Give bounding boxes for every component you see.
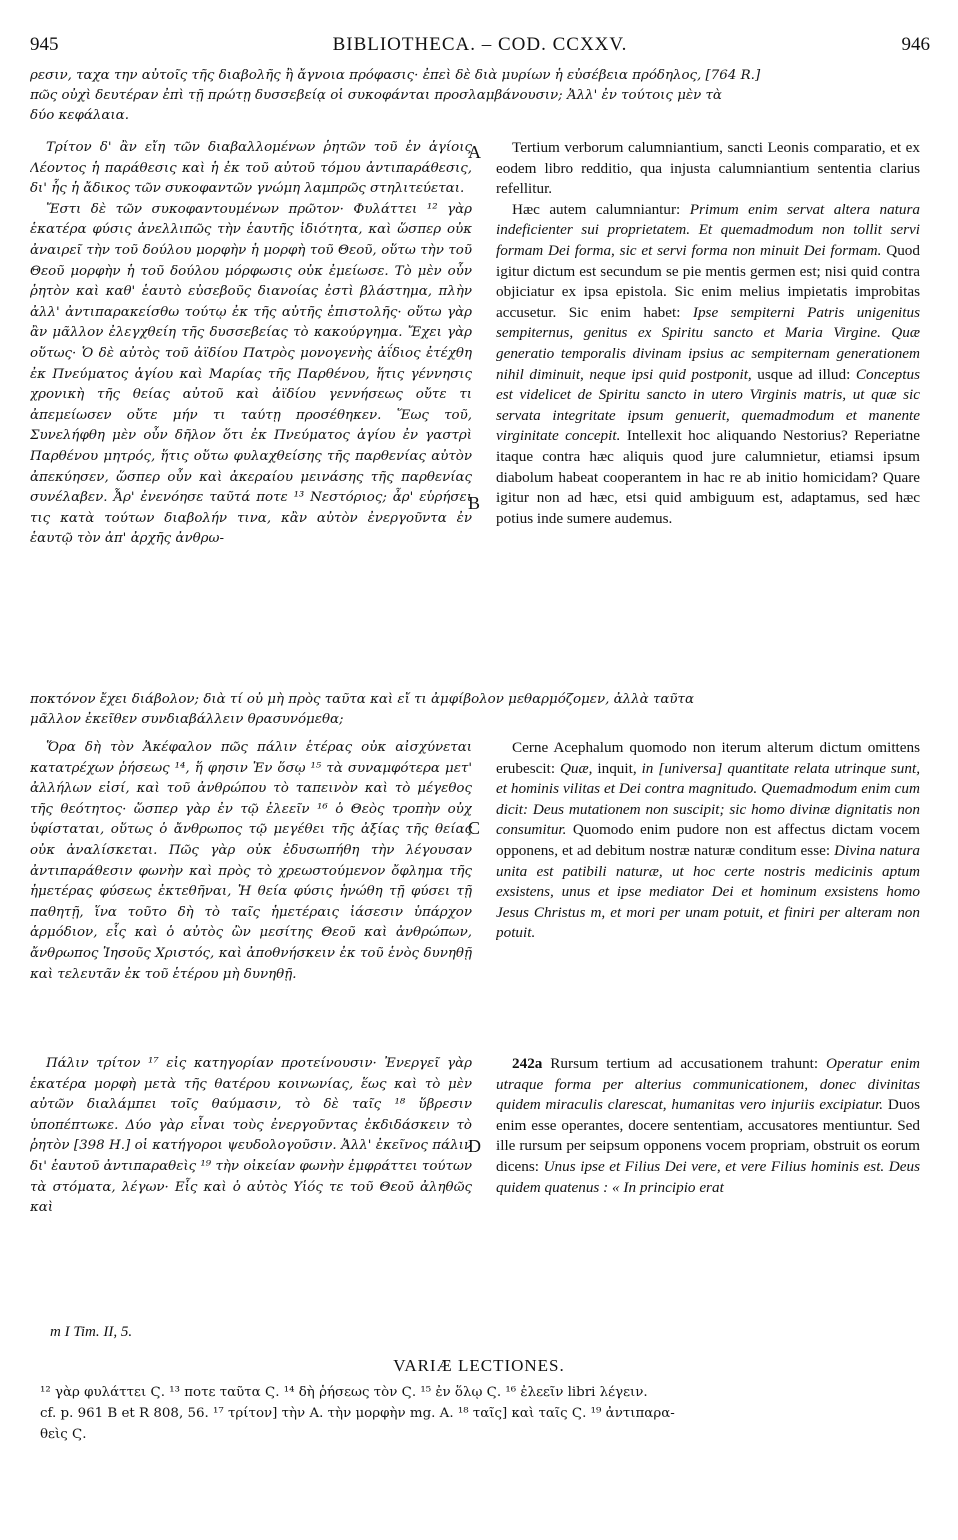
- latin-quote: Quæ,: [559, 759, 593, 777]
- latin-text: Rursum tertium ad accusationem trahunt:: [542, 1055, 827, 1072]
- greek-column-section-a: [30, 138, 472, 683]
- page-number-right: 946: [901, 34, 930, 55]
- latin-column-section-c: [496, 738, 920, 1018]
- latin-text: inquit,: [592, 759, 642, 777]
- greek-full-width-line-2: μᾶλλον ἐκεῖθεν συνδιαβάλλειν θρασυνόμεθα;: [30, 712, 344, 727]
- latin-text: Duos enim esse operantes, docere sententiam, accusatores mentiuntur. Sed ille rursum per seipsum opponens vocem propriam, obstruit os eorum dicens:: [496, 1096, 920, 1175]
- page-number-left: 945: [30, 34, 59, 55]
- greek-paragraph: Πάλιν τρίτον ¹⁷ εἰς κατηγορίαν προτείνουσιν· Ἐνεργεῖ γὰρ ἑκατέρα μορφὴ μετὰ τῆς θατέρου κοινωνίας, ἕως καὶ τὸ μὲν αὐτῶν διαλάμπει τοῖς θαύμασιν, τὸ δὲ ταῖς ¹⁸ ὕβρεσιν ὑποπέπτωκε. Δύο γὰρ εἶναι τοὺς ἐνεργοῦντας ἐκδιδάσκειν τὸ ῥητὸν [398 H.] οἱ κατήγοροι ψευδολογοῦσιν. Ἀλλ' ἐκεῖνος πάλιν δι' ἑαυτοῦ ἀντιπαραθεὶς ¹⁹ τὴν οἰκείαν φωνὴν ἐμφράττει τούτων τὰ στόματα, λέγων· Εἷς καὶ ὁ αὐτὸς Υἱός τε τοῦ Θεοῦ ἀληθῶς καὶ: [30, 1056, 472, 1216]
- latin-quote: Unus ipse et Filius Dei vere, et vere Filius hominis est. Deus quidem quatenus : « In principio erat: [496, 1157, 920, 1196]
- latin-paragraph: [496, 738, 920, 944]
- latin-text: Cerne Acephalum quomodo non iterum alterum dictum omittens erubescit:: [496, 739, 920, 777]
- variae-lectiones-body: [30, 1382, 925, 1445]
- latin-quote: Primum enim servat altera natura indeficienter sui proprietatem. Et quemadmodum non tollit servi formam Dei forma, sic et servi forma non minuit Dei formam.: [496, 200, 920, 259]
- section-marker-d: D: [468, 1136, 481, 1156]
- section-marker-a: A: [468, 142, 481, 162]
- scripture-footnote: m I Tim. II, 5.: [50, 1324, 133, 1340]
- latin-text: usque ad illud:: [751, 365, 856, 383]
- top-line-3: δύο κεφάλαια.: [30, 108, 129, 123]
- variant-line: ¹² γὰρ φυλάττει Ϛ. ¹³ ποτε ταῦτα Ϛ. ¹⁴ δὴ ῥήσεως τὸν Ϛ. ¹⁵ ἐν ὅλῳ Ϛ. ¹⁶ ἐλεεῖν libri λέγειν.: [40, 1385, 648, 1400]
- latin-text: Intellexit hoc aliquando Nestorius? Reperiatne itaque contra hæc aliquis quod jure calumnietur, etiamsi ipsum diabolum habeat cooperantem in hac re ab initio homicidam? Quare igitur non ad hæc, etsi quid ambiguum est, adaptamus, sed hæc potius inde sumere audemus.: [496, 427, 920, 527]
- latin-paragraph: Tertium verborum calumniantium, sancti Leonis comparatio, et ex eodem libro redditio, qua injusta calumniantium sententia clarius refellitur.: [496, 139, 920, 198]
- latin-text: Quomodo enim pudore non est affectus dictam vocem opponens, et ad debitum nostræ naturæ conditum esse:: [496, 821, 920, 859]
- section-marker-c: C: [468, 818, 481, 838]
- latin-column-section-a: [496, 138, 920, 683]
- latin-paragraph: [496, 1054, 920, 1198]
- variant-line: cf. p. 961 B et R 808, 56. ¹⁷ τρίτον] τὴν Α. τὴν μορφὴν mg. Α. ¹⁸ ταῖς] καὶ ταῖς Ϛ. ¹⁹ ἀντιπαρα-: [40, 1406, 675, 1421]
- latin-quote: in [universa] quantitate relata utrinque sunt, et hominis vilitas et Dei contra magnitudo. Quemadmodum enim cum dicit: Deus mutationem non suscipit; sic homo divinæ dignitatis non consumitur.: [496, 759, 920, 839]
- section-marker-b: B: [468, 493, 481, 513]
- latin-quote: Ipse sempiterni Patris unigenitus sempiternus, genitus ex Spiritu sancto et Maria Virgine. Quæ generatio temporalis divinam ipsius ac sempiternam generationem nihil diminuit, neque ipsi quid postponit,: [496, 303, 920, 383]
- greek-paragraph: Τρίτον δ' ἂν εἴη τῶν διαβαλλομένων ῥητῶν τοῦ ἐν ἁγίοις Λέοντος ἡ παράθεσις καὶ ἡ ἐκ τοῦ αὐτοῦ τόμου ἀντιπαράθεσις, δι' ἧς ἡ ἄδικος τῶν συκοφαντῶν γνώμη λαμπρῶς στηλιτεύεται.: [30, 140, 472, 197]
- latin-text: Hæc autem calumniantur:: [512, 200, 690, 218]
- latin-quote: Conceptus est videlicet de Spiritu sancto in utero Virginis matris, ut quæ sic servata integritate ipsum genuerit, quemadmodum et manente virginitate concepit.: [496, 365, 920, 445]
- top-line-2: πῶς οὐχὶ δευτέραν ἐπὶ τῇ πρώτῃ δυσσεβείᾳ οἱ συκοφάνται προσλαμβάνουσιν; Ἀλλ' ἐν τούτοις μὲν τὰ: [30, 88, 722, 103]
- running-title: BIBLIOTHECA. – COD. CCXXV.: [332, 34, 628, 55]
- top-line-1: ρεσιν, ταχα την αὐτοῖς τῆς διαβολῆς ἢ ἄγνοια πρόφασις· ἐπεὶ δὲ διὰ μυρίων ἡ εὐσέβεια πρόδηλος, [764 R.]: [30, 68, 761, 83]
- variae-lectiones-title: VARIÆ LECTIONES.: [393, 1356, 565, 1375]
- latin-column-section-d: [496, 1054, 920, 1312]
- page-header: [30, 34, 930, 60]
- greek-paragraph: Ὅρα δὴ τὸν Ἀκέφαλον πῶς πάλιν ἑτέρας οὐκ αἰσχύνεται κατατρέχων ῥήσεως ¹⁴, ἥ φησιν Ἐν ὅσῳ ¹⁵ τὰ συναμφότερα μετ' ἀλλήλων εἰσί, καὶ τοῦ ἀνθρώπου τὸ ταπεινὸν καὶ τὸ μέγεθος τῆς θεότητος· ὥσπερ γὰρ ἐν τῷ ἐλεεῖν ¹⁶ ὁ Θεὸς τροπὴν οὐχ ὑφίσταται, οὕτως ὁ ἄνθρωπος τῷ μεγέθει τῆς ἀξίας τῆς θείας οὐκ ἀναλίσκεται. Πῶς γὰρ οὐκ ἐδυσωπήθη τὴν λέγουσαν ἀντιπαράθεσιν φωνὴν καὶ πρὸς τὸ χρεωστούμενον ὄφλημα τῆς ἡμετέρας φύσεως ἐκτεθῆναι, Ἡ θεία φύσις ἡνώθη τῇ φύσει τῇ παθητῇ, ἵνα τοῦτο δὴ τὸ ταῖς ἡμετέραις ἰάσεσιν ὑπάρχον ἁρμόδιον, εἷς καὶ ὁ αὐτὸς ὢν μεσίτης Θεοῦ καὶ ἀνθρώπων, ἄνθρωπος Ἰησοῦς Χριστός, καὶ ἀποθνήσκειν ἐκ τοῦ ἑνὸς δυνηθῇ καὶ τελευτᾶν ἐκ τοῦ ἑτέρου μὴ δυνηθῇ.: [30, 740, 472, 982]
- latin-paragraph: [496, 200, 920, 530]
- variant-line: θεὶς Ϛ.: [40, 1427, 87, 1442]
- greek-full-width-line-1: ποκτόνον ἔχει διάβολον; διὰ τί οὐ μὴ πρὸς ταῦτα καὶ εἴ τι ἀμφίβολον μεθαρμόζομεν, ἀλλὰ ταῦτα: [30, 692, 694, 707]
- greek-column-section-d: [30, 1054, 472, 1312]
- greek-paragraph: Ἔστι δὲ τῶν συκοφαντουμένων πρῶτον· Φυλάττει ¹² γὰρ ἑκατέρα φύσις ἀνελλιπῶς τὴν ἑαυτῆς ἰδιότητα, καὶ ὥσπερ οὐκ ἀναιρεῖ τὴν τοῦ δούλου μορφὴν ἡ μορφὴ τοῦ Θεοῦ, οὕτω τὴν τοῦ Θεοῦ μορφὴν ἡ τοῦ δούλου μόρφωσις οὐκ ἐμείωσε. Τὸ μὲν οὖν ῥητὸν καὶ καθ' ἑαυτὸ εὐσεβοῦς διανοίας ἐστὶ βλάστημα, πλὴν ἀλλ' ἀντιπαρακείσθω τούτῳ ἐκ τῆς αὐτῆς ἐπιστολῆς· οὕτω γὰρ ἂν μᾶλλον ἐλεγχθείη τῆς δυσσεβείας τὸ κακούργημα. Ἔχει γὰρ οὕτως· Ὁ δὲ αὐτὸς τοῦ ἀϊδίου Πατρὸς μονογενὴς ἀΐδιος ἐτέχθη ἐκ Πνεύματος ἁγίου καὶ Μαρίας τῆς Παρθένου, ἥτις γέννησις χρονικὴ τῆς θείας αὐτοῦ καὶ ἀϊδίου γεννήσεως οὔτε τι ἀπεμείωσεν οὔτε μήν τι ταύτῃ προσέθηκεν. Ἕως τοῦ, Συνελήφθη μὲν οὖν δῆλον ὅτι ἐκ Πνεύματος ἁγίου ἐν γαστρὶ Παρθένου μητρός, ἥτις οὕτω φυλαχθείσης τῆς παρθενίας αὐτὸν ἀπεκύησεν, ὥσπερ οὖν καὶ ἀκεραίου μεινάσης τῆς παρθενίας συνέλαβεν. Ἆρ' ἐνενόησε ταῦτά ποτε ¹³ Νεστόριος; ἆρ' εὑρήσει τις κατὰ τούτων διαβολήν τινα, κἂν αὐτὸν ἐνεργοῦντα ἐν ἑαυτῷ τὸν ἀπ' ἀρχῆς ἀνθρω-: [30, 201, 472, 547]
- paragraph-number: 242a: [512, 1055, 543, 1072]
- latin-text: Quod igitur dictum est secundum se pie mentis germen est; nisi quid contra objiciatur ex ipsa epistola. Sic enim melius impietatis improbitas accusetur. Sic enim habet:: [496, 241, 920, 321]
- latin-quote: Divina natura unita est patibili naturæ, ut hoc certe nostris medicinis aptum exsistens, unus et ipse mediator Dei et hominum exsistens homo Jesus Christus m, et mori per unam potuit, et finiri per alteram non potuit.: [496, 841, 920, 942]
- latin-quote: Operatur enim utraque forma per alterius communicationem, donec divinitas quidem miraculis clarescat, humanitas vero injuriis excipiatur.: [496, 1055, 920, 1114]
- greek-column-section-c: [30, 738, 472, 1040]
